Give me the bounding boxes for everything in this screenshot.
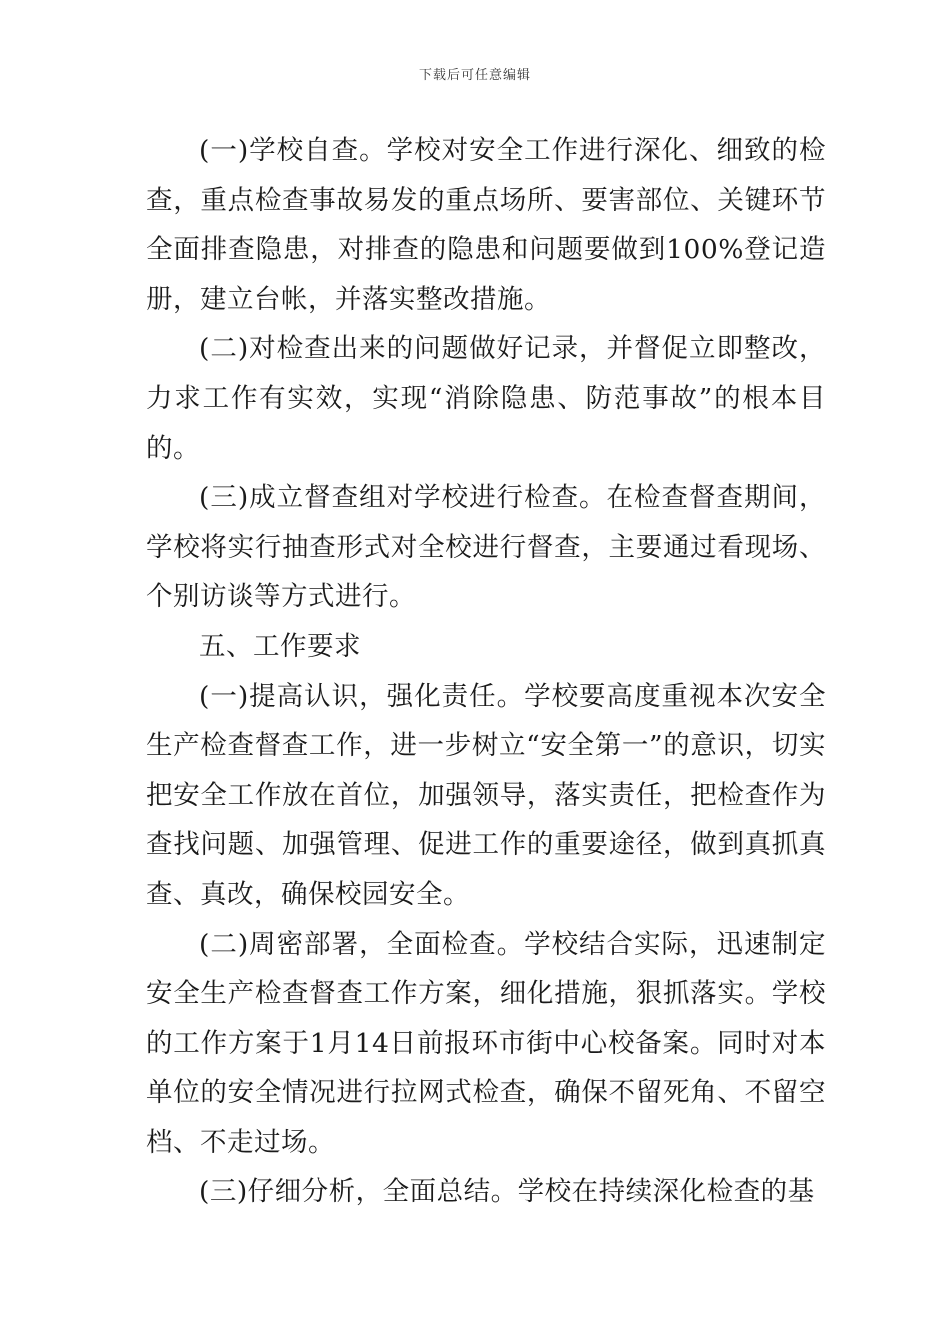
document-body [146,126,826,1217]
paragraph-self-inspection: (一)学校自查。学校对安全工作进行深化、细致的检查，重点检查事故易发的重点场所、要害部位、关键环节全面排查隐患，对排查的隐患和问题要做到100%登记造册，建立台帐，并落实整改措施。 [146,135,826,315]
paragraph-raise-awareness: (一)提高认识，强化责任。学校要高度重视本次安全生产检查督查工作，进一步树立“安全第一”的意识，切实把安全工作放在首位，加强领导，落实责任，把检查作为查找问题、加强管理、促进工作的重要途径，做到真抓真查、真改，确保校园安全。 [146,680,826,910]
paragraph-careful-deployment: (二)周密部署，全面检查。学校结合实际，迅速制定安全生产检查督查工作方案，细化措施，狠抓落实。学校的工作方案于1月14日前报环市街中心校备案。同时对本单位的安全情况进行拉网式检查，确保不留死角、不留空档、不走过场。 [146,928,826,1158]
paragraph-inspection-team: (三)成立督查组对学校进行检查。在检查督查期间，学校将实行抽查形式对全校进行督查，主要通过看现场、个别访谈等方式进行。 [146,482,826,613]
page-header: 下载后可任意编辑 [418,68,531,83]
paragraph-careful-analysis: (三)仔细分析，全面总结。学校在持续深化检查的基 [199,1176,815,1208]
paragraph-record-problems: (二)对检查出来的问题做好记录，并督促立即整改，力求工作有实效，实现“消除隐患、防范事故”的根本目的。 [146,333,826,464]
section-heading-work-requirements: 五、工作要求 [199,630,361,662]
